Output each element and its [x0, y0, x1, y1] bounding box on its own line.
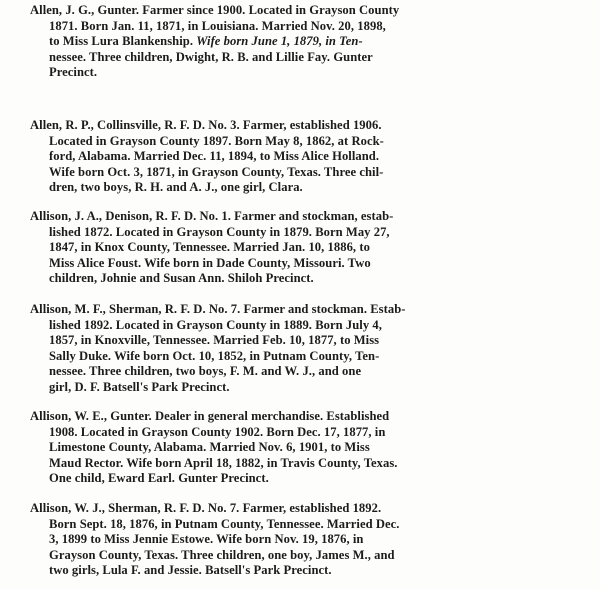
entry-allison-w-j	[30, 501, 575, 579]
entry-allison-j-a	[30, 209, 575, 287]
entry-allen-r-p	[30, 118, 575, 196]
entry-line: 1847, in Knox County, Tennessee. Married Jan. 10, 1886, to	[49, 240, 370, 255]
entry-allison-w-e	[30, 409, 575, 487]
entry-line: nessee. Three children, Dwight, R. B. and Lillie Fay. Gunter	[49, 49, 373, 64]
entry-line: Miss Alice Foust. Wife born in Dade County, Missouri. Two	[49, 255, 371, 270]
entry-line: One child, Eward Earl. Gunter Precinct.	[49, 471, 269, 486]
entry-line: 1871. Born Jan. 11, 1871, in Louisiana. Married Nov. 20, 1898,	[49, 18, 386, 33]
entry-line: girl, D. F. Batsell's Park Precinct.	[49, 379, 230, 394]
entry-line: dren, two boys, R. H. and A. J., one girl, Clara.	[49, 180, 303, 195]
entry-line: Allison, M. F., Sherman, R. F. D. No. 7. Farmer and stockman. Estab-	[30, 302, 406, 316]
entry-line: lished 1872. Located in Grayson County in 1879. Born May 27,	[49, 224, 390, 239]
entry-line: two girls, Lula F. and Jessie. Batsell's Park Precinct.	[49, 563, 332, 578]
entry-line: ford, Alabama. Married Dec. 11, 1894, to Miss Alice Holland.	[49, 149, 380, 164]
entry-line: Allison, W. E., Gunter. Dealer in general merchandise. Established	[30, 409, 390, 423]
entry-line: Grayson County, Texas. Three children, one boy, James M., and	[49, 547, 395, 562]
entry-allison-m-f	[30, 302, 575, 396]
entry-allen-j-g	[30, 3, 575, 81]
entry-line: Maud Rector. Wife born April 18, 1882, in Travis County, Texas.	[49, 455, 398, 470]
entry-line: Located in Grayson County 1897. Born May 8, 1862, at Rock-	[49, 133, 384, 148]
entry-line: 3, 1899 to Miss Jennie Estowe. Wife born Nov. 19, 1876, in	[49, 532, 364, 547]
entry-line: lished 1892. Located in Grayson County in 1889. Born July 4,	[49, 317, 382, 332]
entry-line: children, Johnie and Susan Ann. Shiloh Precinct.	[49, 271, 314, 286]
entry-line: Precinct.	[49, 65, 98, 80]
entry-line: 1857, in Knoxville, Tennessee. Married Feb. 10, 1877, to Miss	[49, 333, 380, 348]
entry-line: Allison, W. J., Sherman, R. F. D. No. 7. Farmer, established 1892.	[30, 501, 382, 515]
entry-line: Sally Duke. Wife born Oct. 10, 1852, in Putnam County, Ten-	[49, 348, 380, 363]
entry-line	[30, 34, 575, 50]
entry-line-italic: Wife born June 1, 1879, in Ten-	[196, 34, 363, 49]
entry-line: 1908. Located in Grayson County 1902. Born Dec. 17, 1877, in	[49, 424, 386, 439]
entry-line: Limestone County, Alabama. Married Nov. 6, 1901, to Miss	[49, 440, 370, 455]
entry-line-segment: to Miss Lura Blankenship.	[49, 34, 194, 49]
entry-line: Wife born Oct. 3, 1871, in Grayson County, Texas. Three chil-	[49, 164, 384, 179]
entry-line: Allen, R. P., Collinsville, R. F. D. No. 3. Farmer, established 1906.	[30, 118, 382, 132]
entry-line: Allen, J. G., Gunter. Farmer since 1900. Located in Grayson County	[30, 3, 400, 17]
entry-line: Allison, J. A., Denison, R. F. D. No. 1. Farmer and stockman, estab-	[30, 209, 394, 223]
entry-line: nessee. Three children, two boys, F. M. and W. J., and one	[49, 364, 362, 379]
entry-line: Born Sept. 18, 1876, in Putnam County, Tennessee. Married Dec.	[49, 516, 400, 531]
